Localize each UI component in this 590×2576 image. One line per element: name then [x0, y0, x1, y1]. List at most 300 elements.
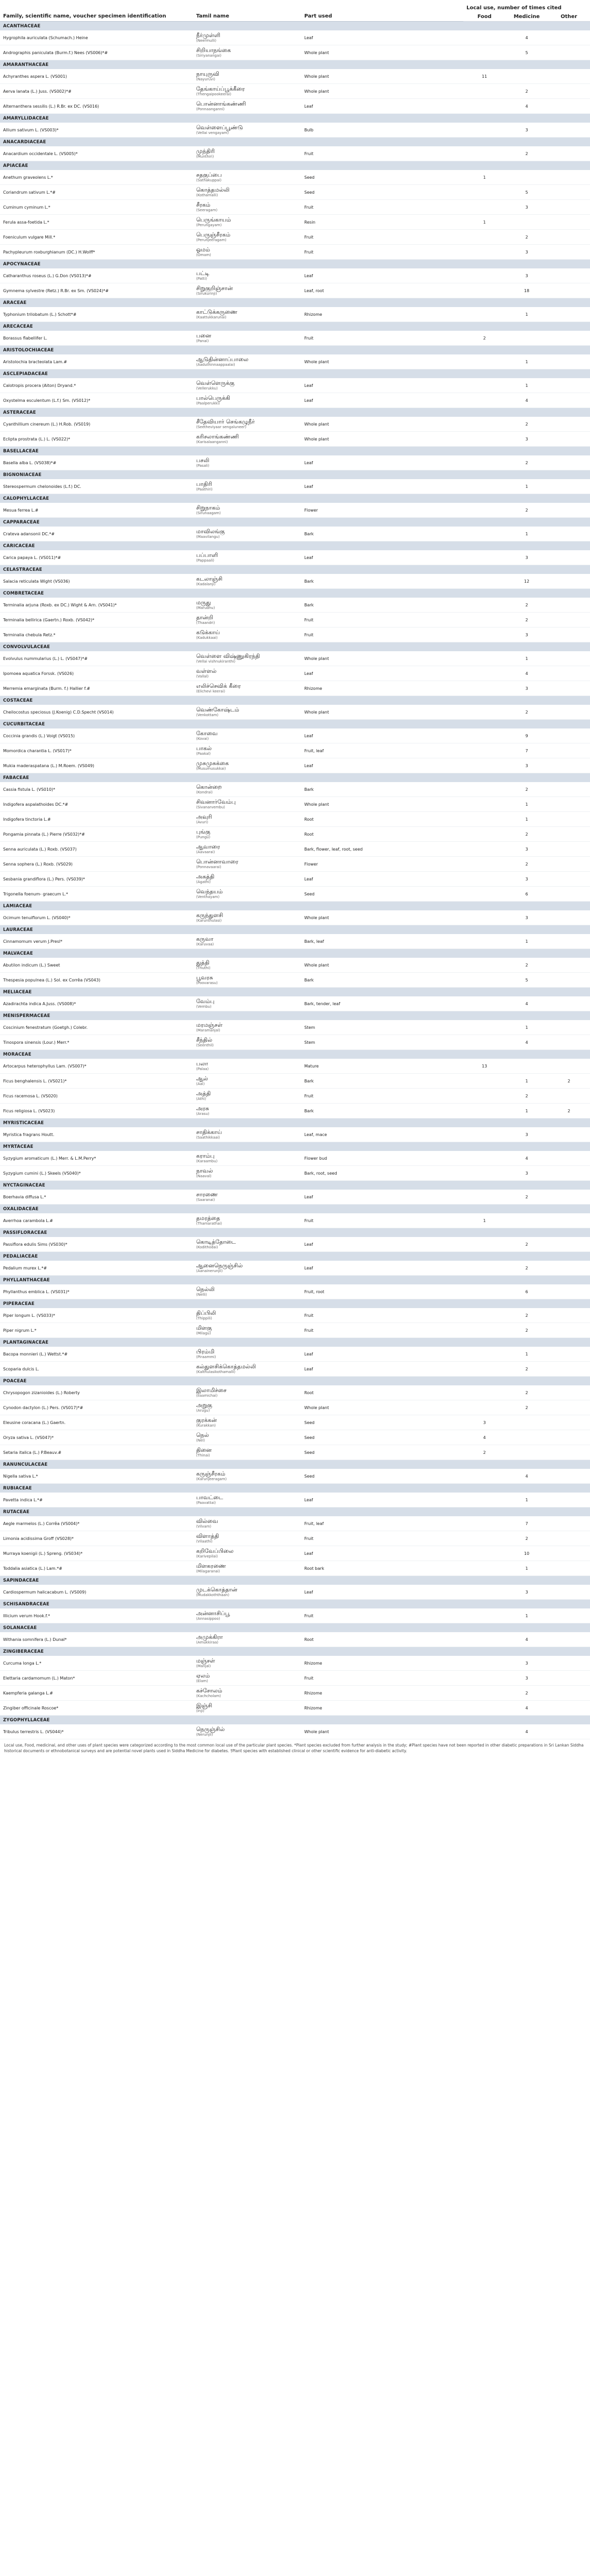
part-used: Whole plant [301, 69, 463, 84]
tamil-transliteration: (Karunthulasi) [196, 919, 222, 923]
medicine-count: 3 [506, 1585, 548, 1600]
food-count: 11 [463, 69, 506, 84]
medicine-count: 3 [506, 1166, 548, 1181]
family-header-row [0, 22, 590, 31]
tamil-name-cell [193, 1089, 301, 1104]
medicine-count [506, 1415, 548, 1430]
medicine-count: 5 [506, 973, 548, 988]
other-count [548, 705, 590, 720]
scientific-name: Tinospora sinensis (Lour.) Merr.* [0, 1035, 193, 1050]
tamil-name-cell [193, 1151, 301, 1166]
food-count [463, 666, 506, 681]
other-count [548, 245, 590, 260]
food-count [463, 1127, 506, 1142]
tamil-transliteration: (Seenthil) [196, 1043, 214, 1047]
tamil-name-cell [193, 185, 301, 200]
medicine-count: 2 [506, 613, 548, 628]
tamil-name-cell [193, 887, 301, 902]
tamil-name: துத்தி [196, 959, 210, 966]
other-count [548, 1531, 590, 1546]
scientific-name: Stereospermum chelonoides (L.f.) DC. [0, 479, 193, 494]
species-row [0, 283, 590, 298]
food-count [463, 99, 506, 114]
family-header-row [0, 1647, 590, 1656]
part-used: Bark, flower, leaf, root, seed [301, 842, 463, 857]
part-used: Leaf [301, 1546, 463, 1561]
tamil-name-cell [193, 1430, 301, 1445]
food-count: 1 [463, 1213, 506, 1228]
tamil-name-cell [193, 268, 301, 283]
food-count [463, 417, 506, 432]
tamil-name: ஆனைநெருஞ்சில் [196, 1262, 243, 1269]
food-count [463, 455, 506, 470]
species-row [0, 1656, 590, 1671]
family-header-row [0, 925, 590, 935]
food-count [463, 1561, 506, 1576]
part-used: Leaf [301, 872, 463, 887]
tamil-name: வெள்ளை விஷ்ணுகிரந்தி [196, 653, 260, 659]
species-row [0, 1585, 590, 1600]
other-count [548, 1608, 590, 1623]
other-count [548, 123, 590, 138]
tamil-transliteration: (Karuvaa) [196, 942, 214, 946]
food-count [463, 230, 506, 245]
part-used: Fruit [301, 200, 463, 215]
tamil-name-cell [193, 393, 301, 408]
medicine-count [506, 170, 548, 185]
medicine-count: 4 [506, 1035, 548, 1050]
family-name: AMARANTHACEAE [0, 60, 590, 70]
tamil-name: நாவல் [196, 1167, 213, 1174]
family-header-row [0, 322, 590, 331]
other-count [548, 651, 590, 666]
family-header-row [0, 408, 590, 417]
part-used: Whole plant [301, 910, 463, 925]
tamil-name: கருந்துளசி [196, 912, 223, 919]
tamil-name-cell [193, 1686, 301, 1701]
family-header-row [0, 1205, 590, 1214]
tamil-transliteration: (Aavaarai) [196, 850, 215, 854]
part-used: Seed [301, 170, 463, 185]
part-used: Leaf [301, 550, 463, 565]
tamil-name-cell [193, 1213, 301, 1228]
tamil-transliteration: (Munthiri) [196, 155, 214, 159]
family-header-row [0, 988, 590, 997]
tamil-transliteration: (Piraammi) [196, 1355, 216, 1359]
part-used: Whole plant [301, 84, 463, 99]
food-count [463, 1284, 506, 1299]
scientific-name: Allium sativum L. (VS003)* [0, 123, 193, 138]
scientific-name: Pongamia pinnata (L.) Pierre (VS032)*# [0, 827, 193, 842]
species-row [0, 827, 590, 842]
food-count [463, 245, 506, 260]
tamil-name-cell [193, 84, 301, 99]
species-row [0, 1151, 590, 1166]
part-used: Whole plant [301, 1724, 463, 1739]
tamil-name-cell [193, 30, 301, 45]
species-row [0, 1308, 590, 1323]
other-count [548, 1308, 590, 1323]
tamil-name: பசலி [196, 457, 210, 464]
tamil-transliteration: (Kodithodai) [196, 1245, 218, 1249]
tamil-name-cell [193, 842, 301, 857]
medicine-count: 1 [506, 479, 548, 494]
part-used: Leaf [301, 1347, 463, 1362]
part-used: Fruit [301, 1671, 463, 1686]
part-used: Bark, leaf [301, 934, 463, 949]
food-count: 1 [463, 170, 506, 185]
species-row [0, 1724, 590, 1739]
other-count [548, 973, 590, 988]
food-count [463, 1151, 506, 1166]
tamil-transliteration: (Manjal) [196, 1664, 211, 1668]
part-used: Leaf [301, 393, 463, 408]
family-name: PHYLLANTHACEAE [0, 1276, 590, 1285]
family-header-row [0, 1011, 590, 1021]
tamil-name-cell [193, 1347, 301, 1362]
tamil-transliteration: (Paathiri) [196, 487, 213, 492]
scientific-name: Borassus flabellifer L. [0, 331, 193, 346]
family-name: SCHISANDRACEAE [0, 1600, 590, 1609]
part-used: Leaf [301, 666, 463, 681]
family-name: CALOPHYLLACEAE [0, 494, 590, 503]
scientific-name: Foeniculum vulgare Mill.* [0, 230, 193, 245]
tamil-name-cell [193, 245, 301, 260]
other-count [548, 215, 590, 230]
food-count [463, 268, 506, 283]
family-name: OXALIDACEAE [0, 1205, 590, 1214]
tamil-name: கல்துளசிக்கொத்தமல்லி [196, 1363, 256, 1370]
scientific-name: Coccinia grandis (L.) Voigt (VS015) [0, 728, 193, 743]
part-used: Leaf [301, 1585, 463, 1600]
scientific-name: Oryza sativa L. (VS047)* [0, 1430, 193, 1445]
tamil-name: வெந்தயம் [196, 888, 223, 895]
tamil-name: பூவரசு [196, 974, 213, 981]
medicine-count: 4 [506, 99, 548, 114]
tamil-transliteration: (Panai) [196, 339, 209, 343]
food-count [463, 973, 506, 988]
medicine-count: 3 [506, 1671, 548, 1686]
tamil-transliteration: (Elichevi keerai) [196, 689, 225, 693]
other-count [548, 1632, 590, 1647]
part-used: Fruit [301, 146, 463, 161]
food-count [463, 1546, 506, 1561]
family-header-row [0, 447, 590, 456]
tamil-name: ஏலம் [196, 1672, 210, 1679]
species-row [0, 1546, 590, 1561]
tamil-transliteration: (Aaduthinnaappaalai) [196, 363, 235, 367]
part-used: Leaf [301, 1237, 463, 1252]
tamil-transliteration: (Sirunaagam) [196, 511, 221, 515]
species-row [0, 910, 590, 925]
food-count [463, 857, 506, 872]
medicine-count [506, 69, 548, 84]
species-row [0, 268, 590, 283]
other-count [548, 758, 590, 773]
part-used: Leaf [301, 1190, 463, 1205]
tamil-transliteration: (Palaa) [196, 1067, 209, 1071]
species-row [0, 1561, 590, 1576]
scientific-name: Tribulus terrestris L. (VS044)* [0, 1724, 193, 1739]
part-used: Whole plant [301, 651, 463, 666]
food-count [463, 527, 506, 541]
tamil-transliteration: (Perungayam) [196, 223, 222, 227]
species-row [0, 393, 590, 408]
scientific-name: Phyllanthus emblica L. (VS031)* [0, 1284, 193, 1299]
scientific-name: Setaria italica (L.) P.Beauv.# [0, 1445, 193, 1460]
family-header-row [0, 298, 590, 308]
food-count [463, 185, 506, 200]
food-count: 3 [463, 1415, 506, 1430]
tamil-name: தேங்காய்ப்பூக்கீரை [196, 86, 245, 92]
tamil-name: அரசு [196, 1105, 210, 1112]
tamil-name: சதகுப்பை [196, 172, 222, 178]
other-count [548, 417, 590, 432]
family-name: SAPINDACEAE [0, 1576, 590, 1585]
tamil-name: கடலாஞ்சி [196, 575, 223, 582]
tamil-transliteration: (Paavattai) [196, 1501, 216, 1505]
medicine-count: 2 [506, 705, 548, 720]
other-count [548, 230, 590, 245]
tamil-transliteration: (Saathikkaai) [196, 1136, 220, 1140]
part-used: Root [301, 1385, 463, 1400]
scientific-name: Trigonella foenum- graecum L.* [0, 887, 193, 902]
part-used: Bark, root, seed [301, 1166, 463, 1181]
scientific-name: Indigofera tinctoria L.# [0, 812, 193, 827]
scientific-name: Cuminum cyminum L.* [0, 200, 193, 215]
tamil-transliteration: (Naaval) [196, 1174, 212, 1178]
part-used: Fruit, leaf [301, 1516, 463, 1531]
scientific-name: Curcuma longa L.* [0, 1656, 193, 1671]
scientific-name: Cheilocostus speciosus (J.Koenig) C.D.Specht (VS014) [0, 705, 193, 720]
tamil-name-cell [193, 1308, 301, 1323]
medicine-count: 4 [506, 1632, 548, 1647]
medicine-count: 3 [506, 1656, 548, 1671]
other-count [548, 598, 590, 613]
tamil-name: நாயுருவி [196, 71, 219, 77]
medicine-count: 12 [506, 574, 548, 589]
medicine-count: 3 [506, 842, 548, 857]
part-used: Fruit [301, 1089, 463, 1104]
part-used: Rhizome [301, 1656, 463, 1671]
other-count [548, 1385, 590, 1400]
tamil-transliteration: (Sirukurinji) [196, 292, 217, 296]
tamil-name: நெருஞ்சில் [196, 1726, 225, 1733]
scientific-name: Terminalia arjuna (Roxb. ex DC.) Wight & Arn. (VS041)* [0, 598, 193, 613]
species-row [0, 973, 590, 988]
tamil-transliteration: (Vilvam) [196, 1524, 212, 1529]
tamil-transliteration: (Kadukkaai) [196, 636, 218, 640]
part-used: Rhizome [301, 307, 463, 322]
part-used: Bark [301, 527, 463, 541]
family-name: RUBIACEAE [0, 1484, 590, 1493]
tamil-transliteration: (Seeragam) [196, 208, 218, 212]
medicine-count [506, 331, 548, 346]
part-used: Mature [301, 1059, 463, 1074]
medicine-count: 3 [506, 758, 548, 773]
tamil-name: அமுக்கிரா [196, 1634, 223, 1640]
food-count [463, 1020, 506, 1035]
medicine-count: 2 [506, 958, 548, 973]
tamil-name-cell [193, 1284, 301, 1299]
tamil-name: பட்டி [196, 270, 210, 277]
family-name: ASCLEPIADACEAE [0, 369, 590, 379]
other-count [548, 550, 590, 565]
medicine-count: 2 [506, 1261, 548, 1276]
other-count [548, 432, 590, 447]
tamil-transliteration: (Paalperukki) [196, 401, 220, 405]
medicine-count: 2 [506, 1237, 548, 1252]
scientific-name: Evolvulus nummularius (L.) L. (VS047)*# [0, 651, 193, 666]
medicine-count: 3 [506, 872, 548, 887]
other-count [548, 681, 590, 696]
food-count [463, 1608, 506, 1623]
tamil-name-cell [193, 1561, 301, 1576]
tamil-transliteration: (Vilaathi) [196, 1539, 213, 1544]
scientific-name: Terminalia chebula Retz.* [0, 628, 193, 642]
tamil-transliteration: (Elam) [196, 1679, 208, 1683]
tamil-name: கச்சோலம் [196, 1687, 222, 1694]
scientific-name: Ipomoea aquatica Forssk. (VS026) [0, 666, 193, 681]
species-row [0, 934, 590, 949]
other-count: 2 [548, 1104, 590, 1118]
part-used: Seed [301, 185, 463, 200]
tamil-transliteration: (Kondrai) [196, 790, 213, 794]
tamil-name-cell [193, 1415, 301, 1430]
food-count: 1 [463, 215, 506, 230]
tamil-name-cell [193, 283, 301, 298]
other-count [548, 69, 590, 84]
scientific-name: Cassia fistula L. (VS010)* [0, 782, 193, 797]
header-other: Other [548, 13, 590, 22]
food-count [463, 354, 506, 369]
tamil-name: பலா [196, 1060, 209, 1067]
medicine-count [506, 1445, 548, 1460]
tamil-name-cell [193, 1585, 301, 1600]
scientific-name: Gymnema sylvestre (Retz.) R.Br. ex Sm. (VS024)*# [0, 283, 193, 298]
family-name: CONVOLVULACEAE [0, 642, 590, 652]
species-row [0, 1632, 590, 1647]
species-row [0, 354, 590, 369]
family-header-row [0, 949, 590, 958]
other-count [548, 910, 590, 925]
part-used: Fruit [301, 331, 463, 346]
tamil-name: மஞ்சள் [196, 1657, 215, 1664]
family-header-row [0, 1050, 590, 1059]
scientific-name: Ficus religiosa L. (VS023) [0, 1104, 193, 1118]
tamil-name: முந்திரி [196, 148, 215, 155]
other-count [548, 1213, 590, 1228]
tamil-transliteration: (Maavilangu) [196, 535, 220, 539]
other-count [548, 1020, 590, 1035]
medicine-count: 1 [506, 1020, 548, 1035]
other-count: 2 [548, 1074, 590, 1089]
family-header-row [0, 565, 590, 574]
medicine-count [506, 215, 548, 230]
medicine-count: 1 [506, 1561, 548, 1576]
part-used: Seed [301, 1430, 463, 1445]
tamil-name-cell [193, 479, 301, 494]
scientific-name: Pedalium murex L.*# [0, 1261, 193, 1276]
part-used: Bark [301, 574, 463, 589]
tamil-name-cell [193, 1323, 301, 1338]
other-count [548, 268, 590, 283]
other-count [548, 666, 590, 681]
scientific-name: Cardiospermum halicacabum L. (VS009) [0, 1585, 193, 1600]
species-row [0, 1686, 590, 1701]
other-count [548, 1585, 590, 1600]
family-name: MYRTACEAE [0, 1142, 590, 1151]
scientific-name: Piper nigrum L.* [0, 1323, 193, 1338]
tamil-name-cell [193, 872, 301, 887]
food-count: 2 [463, 1445, 506, 1460]
other-count [548, 842, 590, 857]
food-count [463, 613, 506, 628]
species-row [0, 230, 590, 245]
family-name: BASELLACEAE [0, 447, 590, 456]
scientific-name: Oxystelma esculentum (L.f.) Sm. (VS012)* [0, 393, 193, 408]
tamil-name-cell [193, 354, 301, 369]
family-header-row [0, 60, 590, 70]
food-count [463, 1089, 506, 1104]
tamil-name: பொன்னாவாரை [196, 858, 238, 865]
other-count [548, 996, 590, 1011]
medicine-count: 4 [506, 1701, 548, 1716]
food-count [463, 887, 506, 902]
food-count [463, 743, 506, 758]
family-header-row [0, 518, 590, 527]
medicine-count [506, 1059, 548, 1074]
family-name: SOLANACEAE [0, 1623, 590, 1633]
tamil-name-cell [193, 1074, 301, 1089]
species-row [0, 842, 590, 857]
other-count [548, 146, 590, 161]
part-used: Leaf, mace [301, 1127, 463, 1142]
medicine-count: 4 [506, 393, 548, 408]
food-count [463, 1686, 506, 1701]
medicine-count: 4 [506, 1151, 548, 1166]
other-count [548, 728, 590, 743]
part-used: Rhizome [301, 1701, 463, 1716]
tamil-name-cell [193, 69, 301, 84]
species-row [0, 1516, 590, 1531]
tamil-name: முடக்கொத்தான் [196, 1586, 238, 1593]
tamil-transliteration: (Musumusukkai) [196, 767, 226, 771]
family-name: RANUNCULACEAE [0, 1460, 590, 1469]
other-count [548, 1686, 590, 1701]
tamil-name: நெல் [196, 1432, 209, 1438]
medicine-count: 2 [506, 1385, 548, 1400]
food-count [463, 30, 506, 45]
medicine-count: 2 [506, 1686, 548, 1701]
tamil-name-cell [193, 758, 301, 773]
species-row [0, 1020, 590, 1035]
family-name: ACANTHACEAE [0, 22, 590, 31]
family-header-row [0, 1228, 590, 1238]
scientific-name: Averrhoa carambola L.# [0, 1213, 193, 1228]
family-header-row [0, 1600, 590, 1609]
part-used: Leaf [301, 1261, 463, 1276]
food-count [463, 910, 506, 925]
tamil-name: ஆவாரை [196, 843, 220, 850]
species-row [0, 812, 590, 827]
tamil-name-cell [193, 827, 301, 842]
tamil-name: கரிசலாங்கண்ணி [196, 433, 239, 440]
scientific-name: Cynodon dactylon (L.) Pers. (VS017)*# [0, 1400, 193, 1415]
scientific-name: Zingiber officinale Roscoe* [0, 1701, 193, 1716]
tamil-name: ஓமம் [196, 246, 210, 253]
other-count [548, 1400, 590, 1415]
